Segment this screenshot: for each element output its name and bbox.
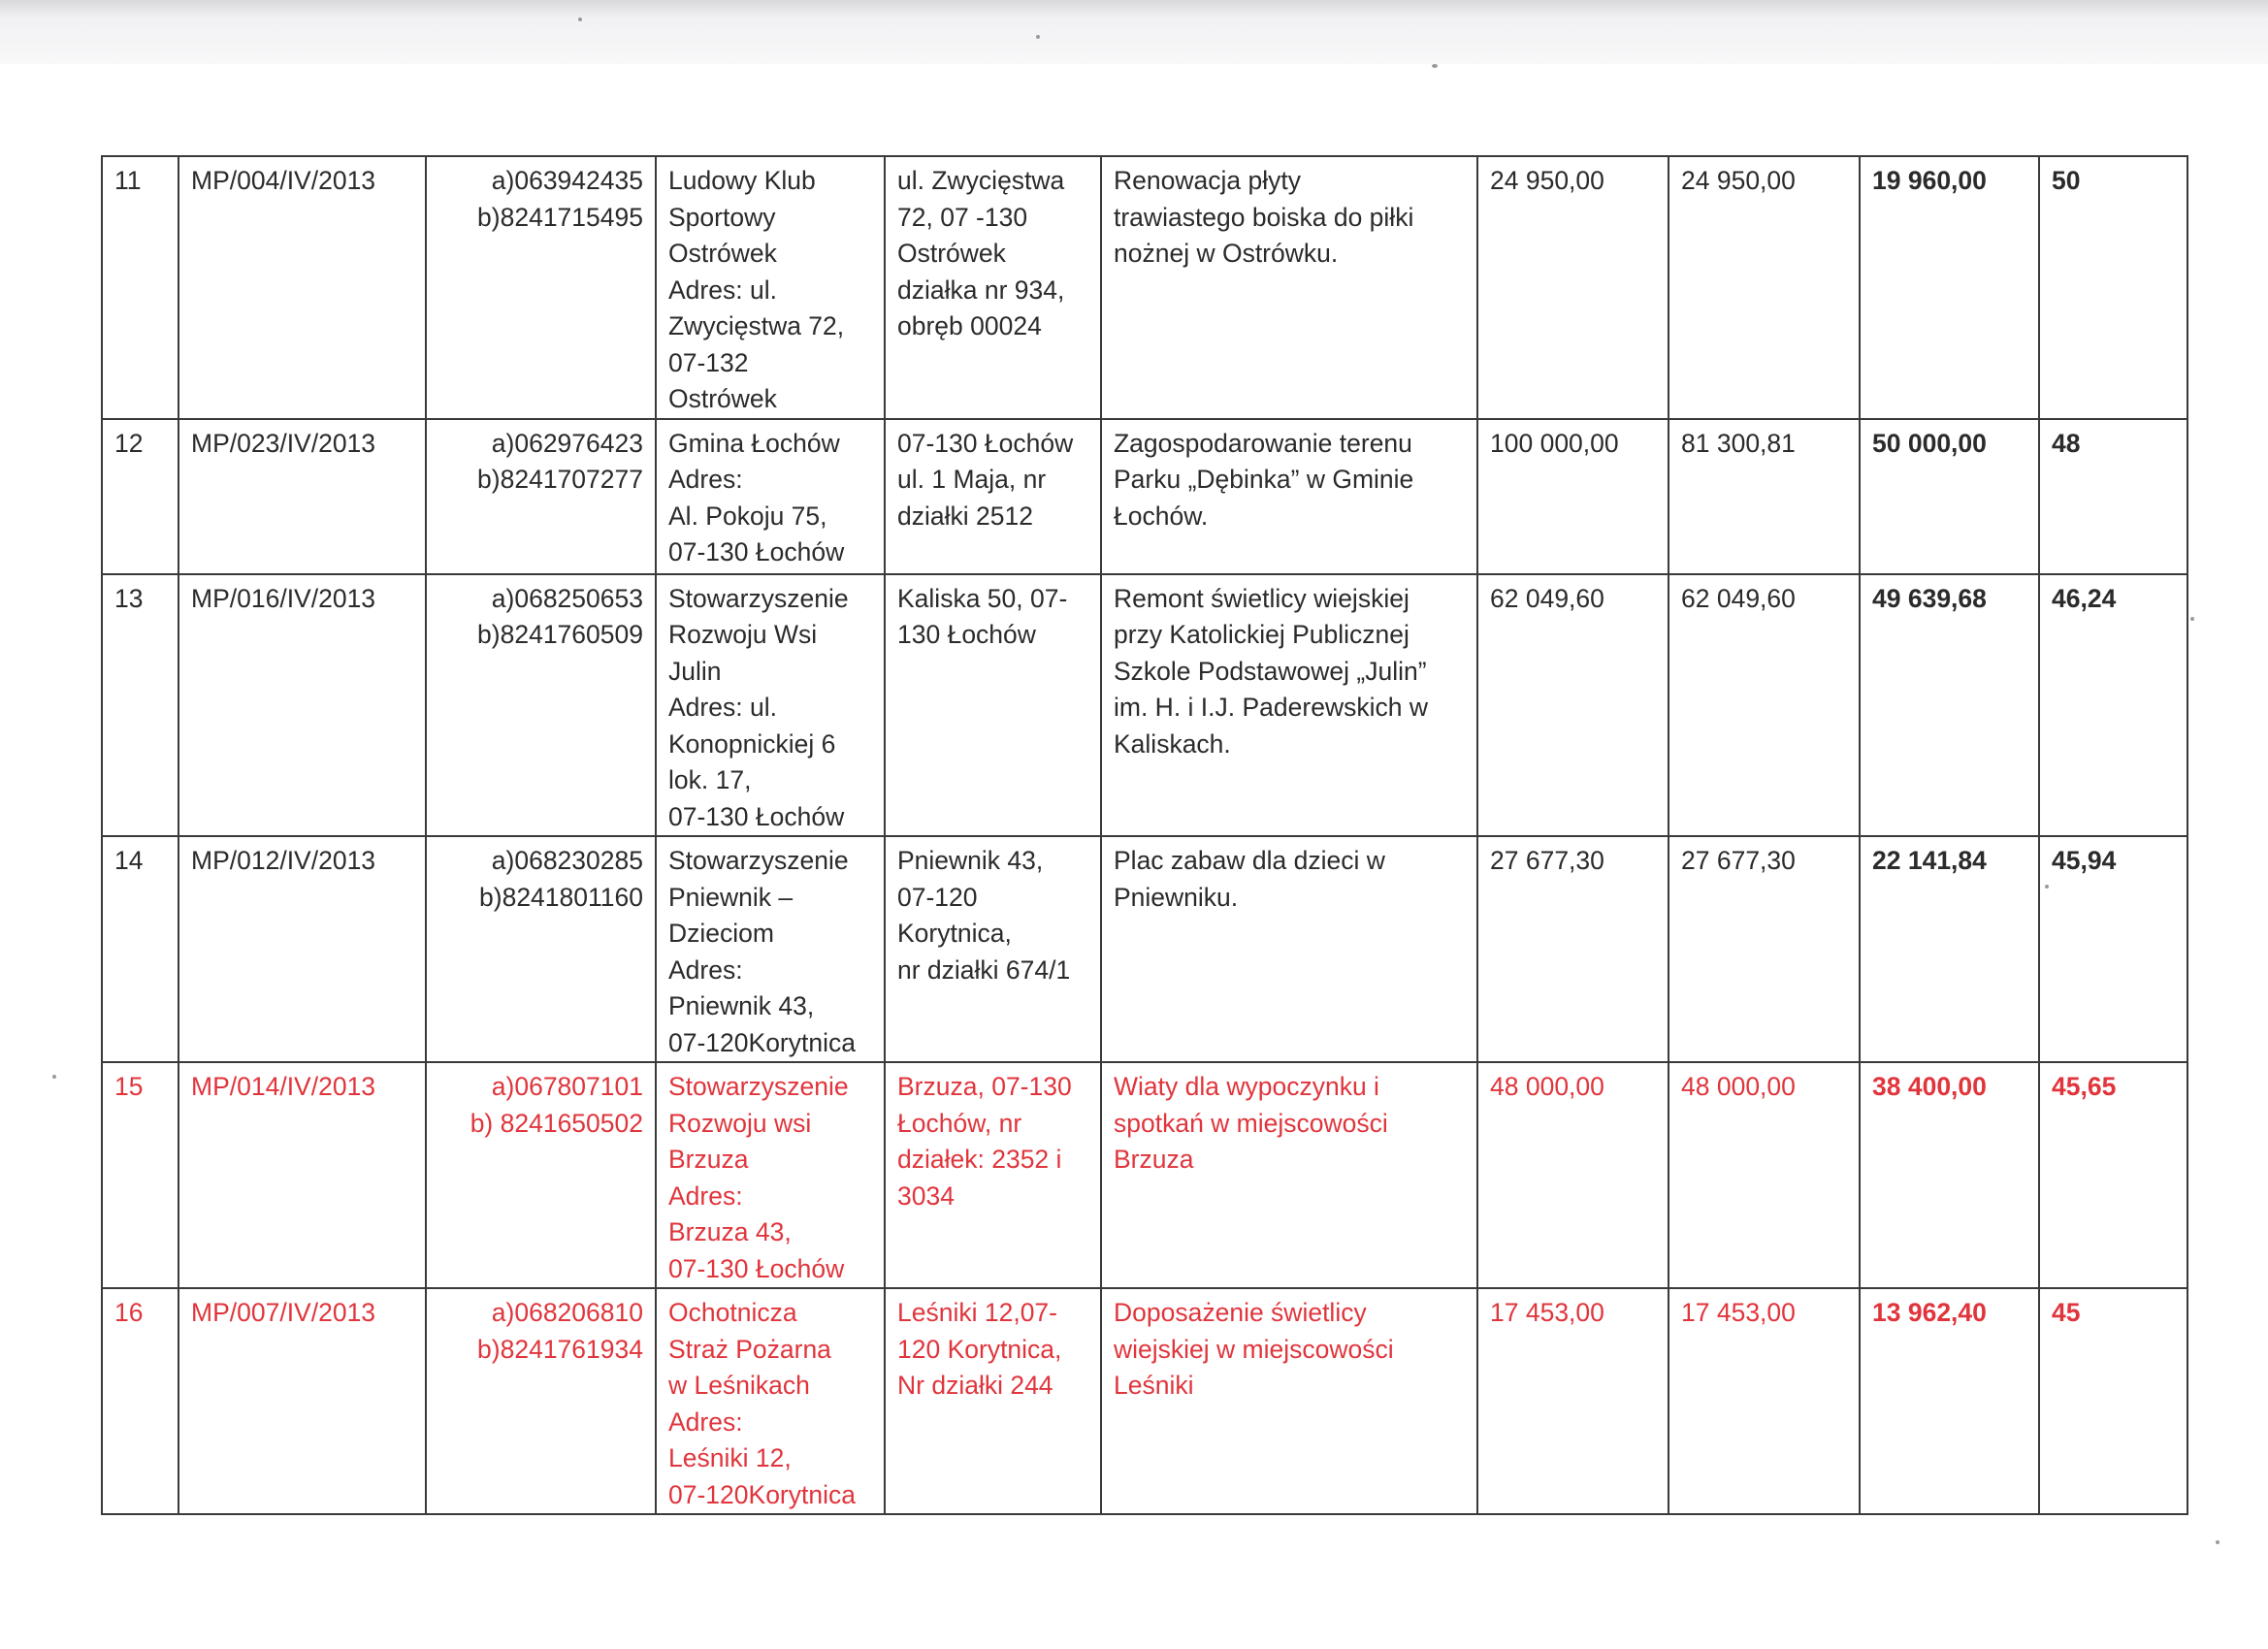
table-row	[102, 1062, 2187, 1288]
location-cell-line: Brzuza, 07-130	[897, 1072, 1072, 1101]
applicant-cell-line: Leśniki 12,	[668, 1443, 792, 1472]
applicant-cell-line: Pniewnik –	[668, 882, 794, 912]
project-title-cell-line: Renowacja płyty	[1114, 166, 1301, 195]
project-title-cell-line: Kaliskach.	[1114, 728, 1231, 759]
identifier-cell-line: a)063942435	[491, 166, 643, 195]
points-cell: 46,24	[2039, 574, 2187, 837]
location-cell-line: działek: 2352 i	[897, 1145, 1062, 1174]
location-cell	[885, 1288, 1101, 1514]
grant-amount-cell: 19 960,00	[1860, 156, 2039, 419]
applicant-cell-line: Stowarzyszenie	[668, 583, 849, 613]
location-cell-line: Korytnica,	[897, 919, 1012, 948]
eligible-cost-cell: 81 300,81	[1669, 419, 1860, 574]
applicant-cell	[656, 419, 885, 574]
project-title-cell-line: Szkole Podstawowej „Julin”	[1114, 656, 1427, 686]
identifier-cell	[426, 419, 656, 574]
project-title-cell-line: Pniewniku.	[1114, 882, 1239, 912]
project-title-cell-line: przy Katolickiej Publicznej	[1114, 620, 1409, 649]
applicant-cell-line: Brzuza	[668, 1145, 749, 1174]
row-number-cell: 13	[102, 574, 178, 837]
project-title-cell	[1101, 574, 1477, 837]
project-title-cell-line: Parku „Dębinka” w Gminie	[1114, 465, 1414, 494]
identifier-cell	[426, 156, 656, 419]
total-cost-cell: 17 453,00	[1477, 1288, 1669, 1514]
points-cell: 48	[2039, 419, 2187, 574]
location-cell-line: Łochów, nr	[897, 1108, 1022, 1138]
table-row	[102, 419, 2187, 574]
project-title-cell	[1101, 419, 1477, 574]
location-cell-line: obręb 00024	[897, 311, 1042, 340]
row-number-cell: 11	[102, 156, 178, 419]
location-cell-line: 07-130 Łochów	[897, 428, 1074, 458]
application-number-cell: MP/007/IV/2013	[178, 1288, 426, 1514]
applicant-cell-line: Ochotnicza	[668, 1298, 797, 1327]
project-title-cell-line: Remont świetlicy wiejskiej	[1114, 583, 1409, 613]
points-cell: 45,94	[2039, 836, 2187, 1062]
row-number-cell: 15	[102, 1062, 178, 1288]
location-cell	[885, 419, 1101, 574]
project-title-cell-line: Łochów.	[1114, 501, 1209, 531]
application-number-cell: MP/016/IV/2013	[178, 574, 426, 837]
applicant-cell	[656, 156, 885, 419]
location-cell-line: działka nr 934,	[897, 275, 1065, 305]
project-title-cell-line: Wiaty dla wypoczynku i	[1114, 1072, 1379, 1101]
project-title-cell	[1101, 1288, 1477, 1514]
application-number-cell: MP/023/IV/2013	[178, 419, 426, 574]
location-cell-line: 130 Łochów	[897, 620, 1036, 649]
scan-speck	[2216, 1540, 2219, 1544]
applicant-cell-line: 07-130 Łochów	[668, 1253, 845, 1283]
eligible-cost-cell: 27 677,30	[1669, 836, 1860, 1062]
location-cell-line: 07-120	[897, 882, 978, 912]
applicant-cell-line: Pniewnik 43,	[668, 991, 815, 1020]
application-number-cell: MP/004/IV/2013	[178, 156, 426, 419]
applicant-cell-line: Adres:	[668, 954, 743, 985]
project-title-cell-line: Doposażenie świetlicy	[1114, 1298, 1367, 1327]
location-cell	[885, 1062, 1101, 1288]
identifier-cell-line: b)8241761934	[477, 1334, 643, 1364]
scan-speck	[2190, 617, 2194, 621]
location-cell-line: działki 2512	[897, 501, 1033, 531]
project-title-cell	[1101, 1062, 1477, 1288]
applicant-cell-line: Adres:	[668, 465, 743, 494]
identifier-cell-line: a)062976423	[491, 428, 643, 458]
applicant-cell-line: Adres: ul.	[668, 275, 777, 305]
applicant-cell-line: Adres: ul.	[668, 693, 777, 722]
points-cell: 50	[2039, 156, 2187, 419]
project-title-cell-line: Plac zabaw dla dzieci w	[1114, 846, 1385, 875]
applicant-cell-line: 07-120Korytnica	[668, 1479, 856, 1509]
total-cost-cell: 27 677,30	[1477, 836, 1669, 1062]
project-title-cell-line: spotkań w miejscowości	[1114, 1108, 1388, 1138]
points-cell: 45,65	[2039, 1062, 2187, 1288]
applicant-cell-line: Straż Pożarna	[668, 1334, 831, 1364]
project-title-cell-line: Zagospodarowanie terenu	[1114, 428, 1412, 458]
total-cost-cell: 48 000,00	[1477, 1062, 1669, 1288]
identifier-cell-line: b)8241707277	[477, 465, 643, 494]
applicant-cell-line: Stowarzyszenie	[668, 846, 849, 875]
applicant-cell-line: Stowarzyszenie	[668, 1072, 849, 1101]
applicant-cell-line: Rozwoju wsi	[668, 1108, 812, 1138]
applicant-cell-line: Ostrówek	[668, 384, 777, 413]
identifier-cell-line: b) 8241650502	[470, 1108, 643, 1138]
table-row	[102, 156, 2187, 419]
applicant-cell	[656, 1062, 885, 1288]
location-cell	[885, 574, 1101, 837]
location-cell-line: 72, 07 -130	[897, 202, 1028, 232]
applicant-cell-line: Adres:	[668, 1180, 743, 1211]
project-title-cell	[1101, 836, 1477, 1062]
application-number-cell: MP/014/IV/2013	[178, 1062, 426, 1288]
row-number-cell: 12	[102, 419, 178, 574]
identifier-cell	[426, 1288, 656, 1514]
applicant-cell	[656, 1288, 885, 1514]
row-number-cell: 16	[102, 1288, 178, 1514]
applicant-cell-line: 07-132	[668, 347, 749, 377]
applicant-cell-line: Dzieciom	[668, 919, 774, 948]
location-cell-line: Kaliska 50, 07-	[897, 583, 1068, 613]
grant-amount-cell: 38 400,00	[1860, 1062, 2039, 1288]
applicant-cell	[656, 836, 885, 1062]
table-row	[102, 836, 2187, 1062]
project-title-cell-line: trawiastego boiska do piłki	[1114, 202, 1414, 232]
identifier-cell-line: b)8241801160	[479, 882, 643, 912]
table-row	[102, 574, 2187, 837]
grant-amount-cell: 50 000,00	[1860, 419, 2039, 574]
applicant-cell-line: 07-130 Łochów	[668, 537, 845, 566]
applicant-cell-line: Brzuza 43,	[668, 1217, 792, 1246]
applicant-cell-line: Gmina Łochów	[668, 428, 840, 458]
table-row	[102, 1288, 2187, 1514]
location-cell	[885, 836, 1101, 1062]
applicant-cell-line: Ostrówek	[668, 239, 777, 268]
identifier-cell-line: a)068230285	[491, 846, 643, 875]
eligible-cost-cell: 62 049,60	[1669, 574, 1860, 837]
location-cell-line: Nr działki 244	[897, 1371, 1053, 1400]
scan-top-edge	[0, 0, 2268, 65]
grant-amount-cell: 49 639,68	[1860, 574, 2039, 837]
identifier-cell-line: b)8241715495	[477, 202, 643, 232]
project-title-cell	[1101, 156, 1477, 419]
location-cell-line: Pniewnik 43,	[897, 846, 1044, 875]
row-number-cell: 14	[102, 836, 178, 1062]
application-number-cell: MP/012/IV/2013	[178, 836, 426, 1062]
identifier-cell	[426, 1062, 656, 1288]
total-cost-cell: 24 950,00	[1477, 156, 1669, 419]
location-cell-line: Ostrówek	[897, 239, 1006, 268]
identifier-cell	[426, 574, 656, 837]
project-title-cell-line: nożnej w Ostrówku.	[1114, 239, 1339, 268]
grant-amount-cell: 13 962,40	[1860, 1288, 2039, 1514]
location-cell-line: ul. 1 Maja, nr	[897, 465, 1047, 494]
project-title-cell-line: im. H. i I.J. Paderewskich w	[1114, 693, 1428, 722]
scan-speck	[578, 17, 582, 21]
applicant-cell	[656, 574, 885, 837]
applicant-cell-line: Ludowy Klub	[668, 166, 816, 195]
identifier-cell-line: a)068250653	[491, 583, 643, 613]
applicant-cell-line: lok. 17,	[668, 765, 752, 794]
project-title-cell-line: Leśniki	[1114, 1371, 1194, 1400]
identifier-cell	[426, 836, 656, 1062]
points-cell: 45	[2039, 1288, 2187, 1514]
applicant-cell-line: Julin	[668, 656, 722, 686]
grant-amount-cell: 22 141,84	[1860, 836, 2039, 1062]
eligible-cost-cell: 17 453,00	[1669, 1288, 1860, 1514]
eligible-cost-cell: 48 000,00	[1669, 1062, 1860, 1288]
project-title-cell-line: wiejskiej w miejscowości	[1114, 1334, 1394, 1364]
identifier-cell-line: b)8241760509	[477, 620, 643, 649]
applicant-cell-line: 07-120Korytnica	[668, 1027, 856, 1057]
applications-table	[101, 155, 2188, 1515]
applicant-cell-line: w Leśnikach	[668, 1371, 810, 1400]
scan-speck	[1432, 64, 1438, 68]
total-cost-cell: 100 000,00	[1477, 419, 1669, 574]
location-cell-line: ul. Zwycięstwa	[897, 166, 1065, 195]
applicant-cell-line: Adres:	[668, 1406, 743, 1437]
location-cell-line: Leśniki 12,07-	[897, 1298, 1057, 1327]
total-cost-cell: 62 049,60	[1477, 574, 1669, 837]
applicant-cell-line: Konopnickiej 6	[668, 728, 836, 759]
applicant-cell-line: Al. Pokoju 75,	[668, 501, 827, 531]
location-cell-line: nr działki 674/1	[897, 954, 1071, 985]
location-cell-line: 120 Korytnica,	[897, 1334, 1062, 1364]
identifier-cell-line: a)067807101	[491, 1072, 643, 1101]
location-cell-line: 3034	[897, 1180, 955, 1211]
project-title-cell-line: Brzuza	[1114, 1145, 1194, 1174]
applicant-cell-line: Rozwoju Wsi	[668, 620, 818, 649]
eligible-cost-cell: 24 950,00	[1669, 156, 1860, 419]
applicant-cell-line: 07-130 Łochów	[668, 801, 845, 831]
applicant-cell-line: Sportowy	[668, 202, 776, 232]
applicant-cell-line: Zwycięstwa 72,	[668, 311, 845, 340]
scan-speck	[52, 1075, 56, 1079]
scan-speck	[1036, 35, 1040, 39]
identifier-cell-line: a)068206810	[491, 1298, 643, 1327]
location-cell	[885, 156, 1101, 419]
